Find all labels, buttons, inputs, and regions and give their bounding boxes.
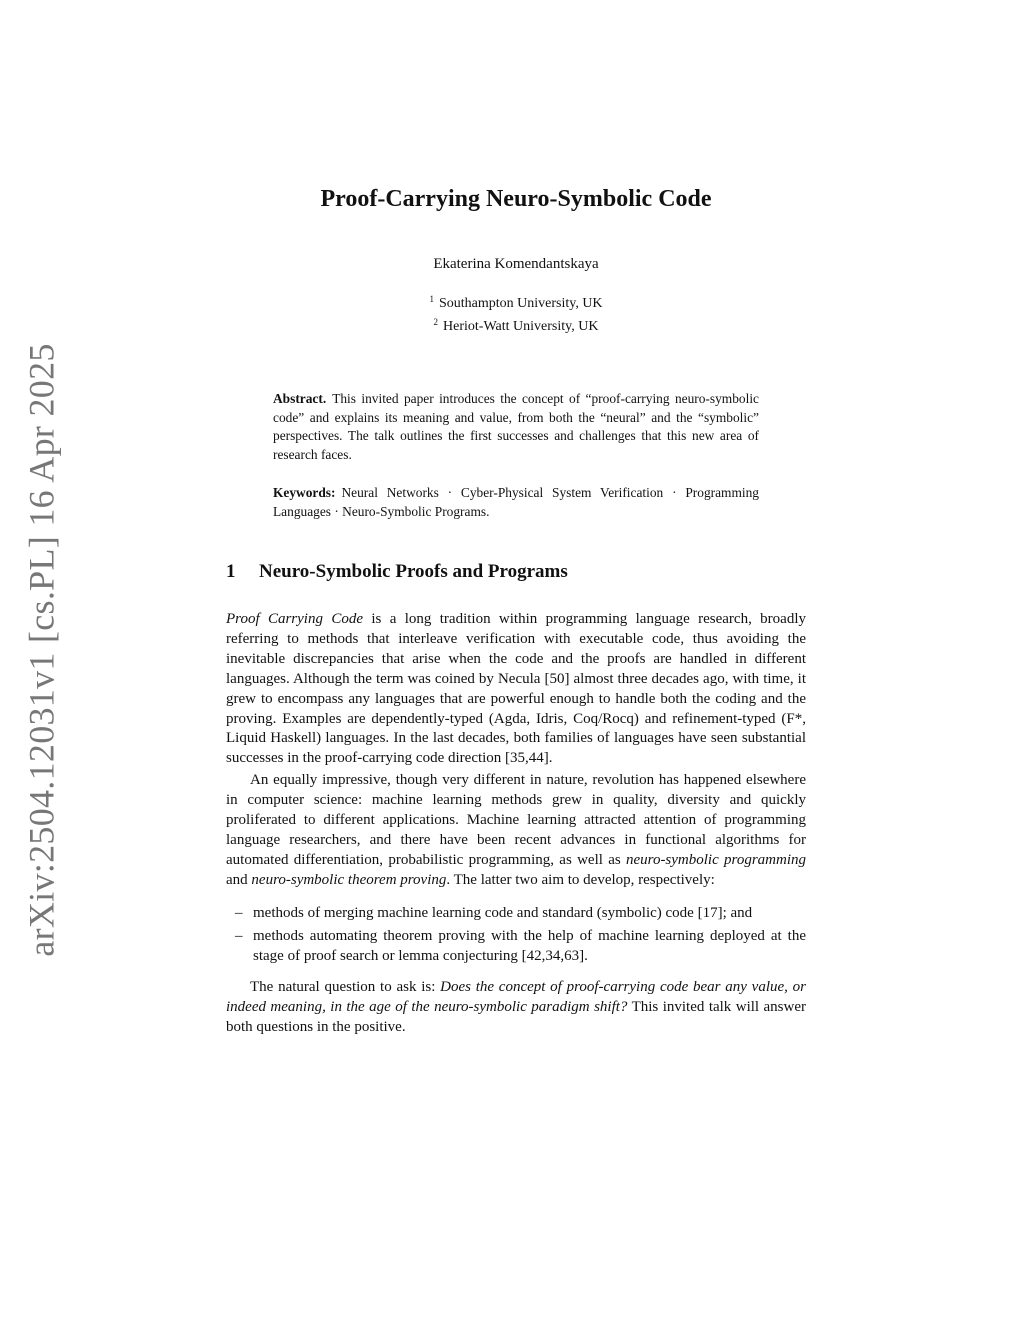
- section-title: Neuro-Symbolic Proofs and Programs: [259, 561, 568, 582]
- keywords: [273, 484, 759, 521]
- research-question: Does the concept of proof-carrying code bear any value, or indeed meaning, in the age of the neuro-symbolic paradigm shift?: [226, 979, 806, 1016]
- list-item-text: methods of merging machine learning code and standard (symbolic) code [17]; and: [253, 904, 753, 921]
- list-item-text: methods automating theorem proving with the help of machine learning deployed at the stage of proof search or lemma conjecturing [42,34,63].: [253, 927, 806, 964]
- section-number: 1: [226, 561, 236, 582]
- arxiv-stamp: [22, 343, 63, 957]
- paragraph-1: [226, 610, 806, 769]
- list-dash: –: [235, 927, 243, 944]
- affiliation-1: [226, 290, 806, 313]
- affiliations: [226, 290, 806, 336]
- list-dash: –: [235, 904, 243, 921]
- term-proof-carrying-code: Proof Carrying Code: [226, 611, 363, 627]
- section-heading: [226, 561, 806, 583]
- paragraph-1-text: is a long tradition within programming language research, broadly referring to methods that interleave verification with executable code, thus avoiding the inevitable discrepancies that arise when the code and the proofs are handled in different languages. Although the term was coined by Necula [50] almost three decades ago, with time, it grew to encompass any languages that are powerful enough to handle both the coding and the proving. Examples are dependently-typed (Agda, Idris, Coq/Rocq) and refinement-typed (F*, Liquid Haskell) languages. In the last decades, both families of languages have seen substantial successes in the proof-carrying code direction [35,44].: [226, 611, 807, 767]
- paragraph-3-text: The natural question to ask is:: [250, 979, 441, 996]
- affiliation-name: Southampton University, UK: [438, 296, 603, 311]
- affiliation-2: [226, 313, 806, 336]
- author-name: Ekaterina Komendantskaya: [433, 256, 599, 272]
- aims-list: [226, 904, 806, 967]
- paragraph-2-text: . The latter two aim to develop, respectively:: [446, 871, 715, 888]
- keywords-text: Neural Networks · Cyber-Physical System Verification · Programming Languages · Neuro-Symbolic Programs.: [273, 485, 759, 519]
- section-body: [226, 610, 806, 1038]
- list-item: [226, 904, 806, 924]
- term-neuro-symbolic-theorem-proving: neuro-symbolic theorem proving: [251, 871, 447, 888]
- abstract: [273, 390, 759, 464]
- keywords-label: Keywords:: [273, 485, 336, 500]
- paragraph-3-text: This invited talk will answer both questions in the positive.: [226, 999, 807, 1036]
- affiliation-mark: 1: [429, 294, 434, 304]
- paragraph-3: [226, 978, 806, 1038]
- affiliation-mark: 2: [433, 317, 439, 327]
- paragraph-2-text: An equally impressive, though very different in nature, revolution has happened elsewhere in computer science: machine learning methods grew in quality, diversity and quickly proliferated to different applications. Machine learning attracted attention of programming language researchers, and there have been recent advances in functional algorithms for automated differentiation, probabilistic programming, as well as: [226, 772, 806, 868]
- list-item: [226, 927, 806, 967]
- term-neuro-symbolic-programming: neuro-symbolic programming: [626, 851, 806, 868]
- affiliation-name: Heriot-Watt University, UK: [443, 319, 599, 334]
- abstract-text: This invited paper introduces the concept of “proof-carrying neuro-symbolic code” and explains its meaning and value, from both the “neural” and the “symbolic” perspectives. The talk outlines the first successes and challenges that this new area of research faces.: [273, 391, 759, 462]
- paper-title: Proof-Carrying Neuro-Symbolic Code: [320, 186, 712, 212]
- abstract-label: Abstract.: [273, 391, 327, 406]
- paragraph-2: [226, 771, 806, 890]
- paragraph-2-text: and: [226, 871, 252, 888]
- arxiv-identifier: arXiv:2504.12031v1 [cs.PL] 16 Apr 2025: [22, 343, 63, 957]
